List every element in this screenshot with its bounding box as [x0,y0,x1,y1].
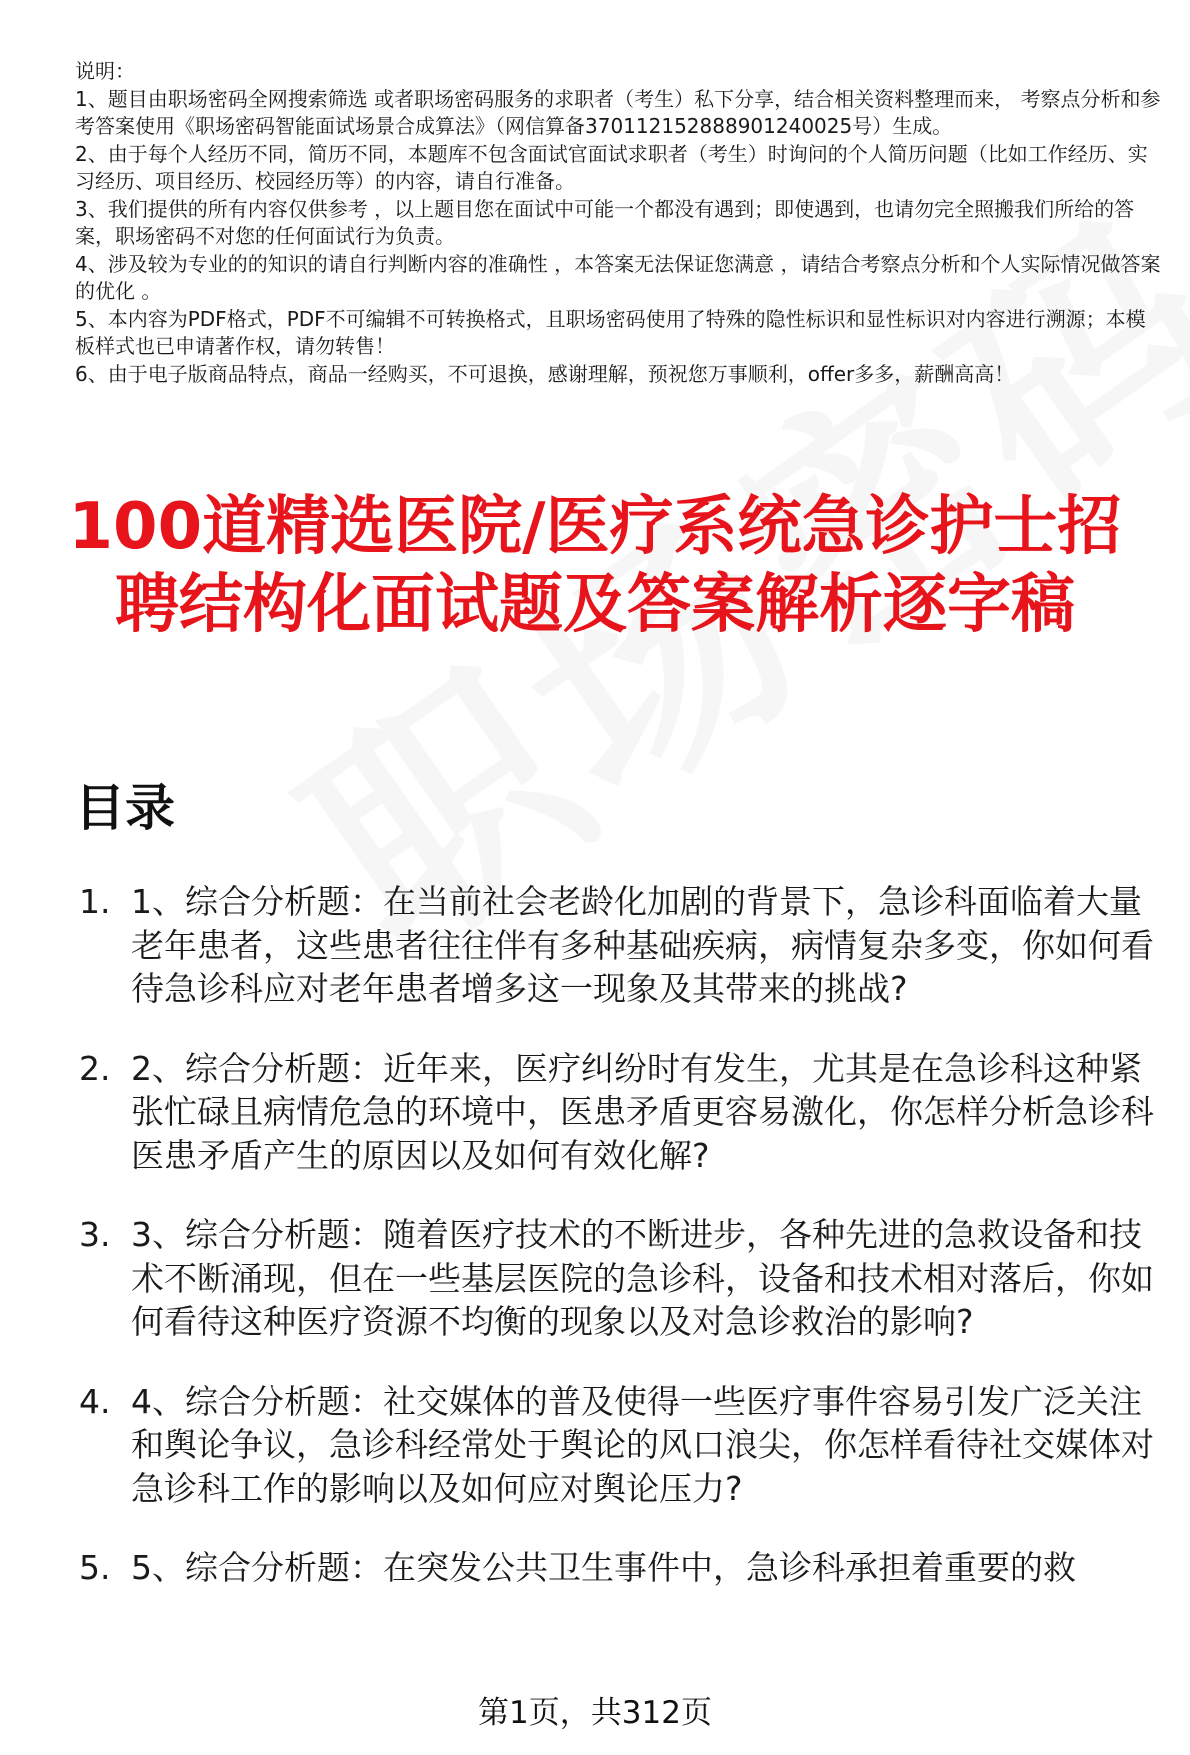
page-footer: 第1页，共312页 [478,1695,712,1731]
toc-item[interactable] [75,1213,1170,1344]
toc-item-number: 2. [79,1048,111,1088]
notice-item: 6、由于电子版商品特点，商品一经购买，不可退换，感谢理解，预祝您万事顺利，offer多多，薪酬高高！ [75,361,1015,386]
toc-item-number: 5. [79,1548,111,1587]
toc-item[interactable] [75,1546,1170,1590]
notice-item: 1、题目由职场密码全网搜索筛选 或者职场密码服务的求职者（考生）私下分享，结合相关资料整理而来， 考察点分析和参考答案使用《职场密码智能面试场景合成算法》（网信算备370112152888901240025号）生成。 [75,86,1161,138]
toc-item[interactable] [75,880,1170,1011]
notice-section [75,58,1165,388]
toc-item[interactable] [75,1047,1170,1178]
toc-item-text: 3、综合分析题：随着医疗技术的不断进步，各种先进的急救设备和技术不断涌现，但在一些基层医院的急诊科，设备和技术相对落后，你如何看待这种医疗资源不均衡的现象以及对急诊救治的影响? [131,1215,1154,1341]
toc-item-number: 3. [79,1215,111,1254]
toc-item[interactable] [75,1380,1170,1511]
notice-item: 3、我们提供的所有内容仅供参考 ，以上题目您在面试中可能一个都没有遇到；即使遇到，也请勿完全照搬我们所给的答案，职场密码不对您的任何面试行为负责。 [75,196,1135,248]
toc-item-text: 4、综合分析题：社交媒体的普及使得一些医疗事件容易引发广泛关注和舆论争议，急诊科经常处于舆论的风口浪尖，你怎样看待社交媒体对急诊科工作的影响以及如何应对舆论压力? [131,1381,1154,1508]
toc-item-number: 4. [79,1381,111,1421]
toc-item-number: 1. [79,882,111,921]
notice-heading: 说明： [75,59,135,83]
toc-heading: 目录 [75,779,175,837]
notice-item: 2、由于每个人经历不同，简历不同，本题库不包含面试官面试求职者（考生）时询问的个人简历问题（比如工作经历、实习经历、项目经历、校园经历等）的内容，请自行准备。 [75,141,1148,193]
notice-item: 5、本内容为PDF格式，PDF不可编辑不可转换格式，且职场密码使用了特殊的隐性标识和显性标识对内容进行溯源；本模板样式也已申请著作权，请勿转售！ [75,306,1146,358]
toc-item-text: 1、综合分析题：在当前社会老龄化加剧的背景下，急诊科面临着大量老年患者，这些患者往往伴有多种基础疾病，病情复杂多变，你如何看待急诊科应对老年患者增多这一现象及其带来的挑战? [131,882,1154,1008]
notice-item: 4、涉及较为专业的的知识的请自行判断内容的准确性 ，本答案无法保证您满意 ，请结合考察点分析和个人实际情况做答案的优化 。 [75,251,1161,303]
document-title: 100道精选医院/医疗系统急诊护士招聘结构化面试题及答案解析逐字稿 [68,490,1122,642]
toc-list [75,880,1170,1626]
toc-item-text: 5、综合分析题：在突发公共卫生事件中，急诊科承担着重要的救 [131,1548,1076,1587]
toc-item-text: 2、综合分析题：近年来，医疗纠纷时有发生，尤其是在急诊科这种紧张忙碌且病情危急的环境中，医患矛盾更容易激化，你怎样分析急诊科医患矛盾产生的原因以及如何有效化解? [131,1048,1154,1175]
